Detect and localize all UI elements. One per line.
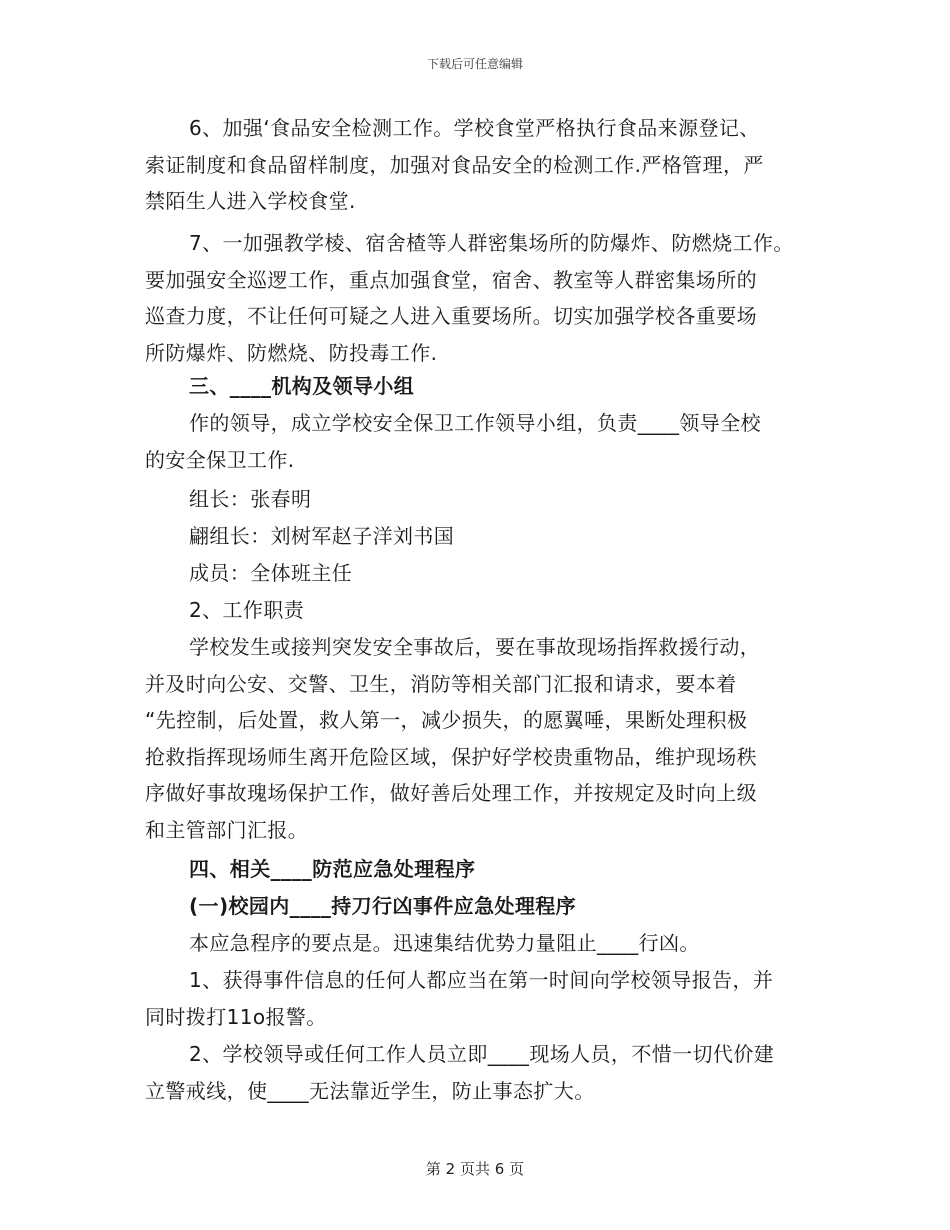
p4-line6: 和主管部门汇报。: [145, 817, 309, 842]
p4-line2: 并及时向公安、交警、卫生，消防等相关部门汇报和请求，要本着: [145, 671, 737, 696]
p3-line1: 作的领导，成立学校安全保卫工作领导小组，负责____领导全校: [189, 411, 761, 435]
p2-line1: 7、一加强教学棱、宿舍楂等人群密集场所的防爆炸、防燃烧工作。: [189, 231, 794, 255]
page-header: 下载后可任意编辑: [426, 57, 523, 71]
vice-leader-line: 翩组长：刘树军赵子洋刘书国: [189, 524, 455, 548]
p6-line1: 1、获得事件信息的任何人都应当在第一时间向学校领导报告，并: [189, 968, 774, 992]
paragraph-org: [145, 405, 761, 478]
p4-line5: 序做好事故瑰场保护工作，做好善后处理工作，并按规定及时向上级: [145, 781, 757, 805]
paragraph-duty: [145, 629, 760, 848]
leader-line: 组长：张春明: [189, 487, 312, 511]
duty-heading: 2、工作职责: [189, 598, 305, 622]
paragraph-step-1: [145, 962, 773, 1035]
p1-line3: 禁陌生人进入学校食堂.: [145, 189, 356, 213]
paragraph-step-2: [145, 1036, 774, 1109]
subsection-1-heading: (一)校园内____持刀行凶事件应急处理程序: [189, 894, 577, 918]
p1-line2: 索证制度和食品留样制度，加强对食品安全的检测工作.严格管理，严: [145, 152, 764, 177]
p7-line1: 2、学校领导或任何工作人员立即____现场人员，不惜一切代价建: [189, 1042, 775, 1066]
p2-line4: 所防爆炸、防燃烧、防投毒工作.: [145, 340, 438, 365]
p4-line3: “先控制，后处置，救人第一，减少损失，的愿翼唾，果断处理积极: [145, 708, 748, 732]
p6-line2: 同时拨打11o报警。: [145, 1004, 327, 1029]
paragraph-7: [145, 225, 794, 371]
p4-line4: 抢救指挥现场师生离开危险区域，保护好学校贵重物品，维护现场秩: [145, 744, 757, 769]
page-footer: 第 2 页共 6 页: [425, 1160, 525, 1178]
p3-line2: 的安全保卫工作.: [145, 447, 295, 472]
section-4-heading: 四、相关____防范应急处理程序: [189, 857, 476, 881]
p7-line2: 立警戒线，使____无法靠近学生，防止事态扩大。: [145, 1078, 595, 1103]
paragraph-6: [145, 110, 764, 220]
p2-line2: 要加强安全巡逻工作，重点加强食堂，宿舍、教室等人群密集场所的: [145, 267, 757, 292]
p2-line3: 巡查力度，不让任何可疑之人进入重要场所。切实加强学校各重要场: [145, 304, 757, 328]
members-line: 成员：全体班主任: [189, 561, 353, 585]
section-3-heading: 三、____机构及领导小组: [189, 374, 415, 398]
paragraph-keypoint: 本应急程序的要点是。迅速集结优势力量阻止____行凶。: [189, 931, 700, 955]
p4-line1: 学校发生或接判突发安全事故后，要在事故现场指挥救援行动，: [189, 635, 761, 659]
p1-line1: 6、加强‘食品安全检测工作。学校食堂严格执行食品来源登记、: [189, 116, 760, 140]
